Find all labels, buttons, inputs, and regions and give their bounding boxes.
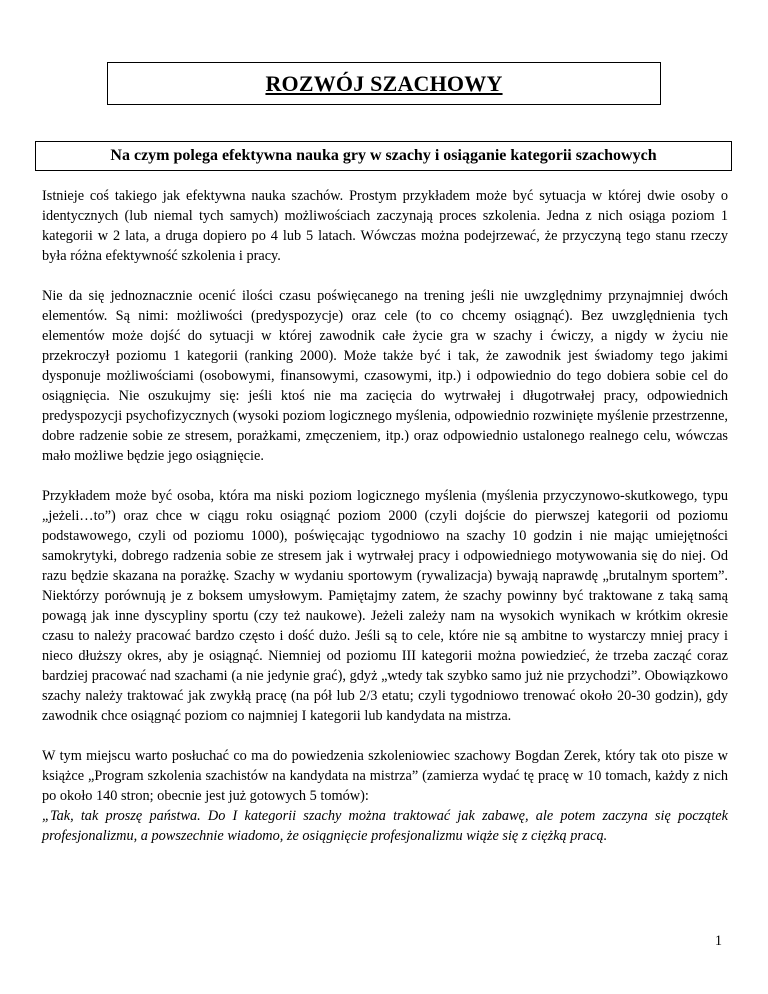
page-title: ROZWÓJ SZACHOWY: [265, 70, 503, 96]
paragraph-1: Istnieje coś takiego jak efektywna nauka szachów. Prostym przykładem może być sytuacja w której dwie osoby o identycznych (lub niemal tych samych) możliwościach zaczynają proces szkolenia. Jedna z nich osiąga poziom 1 kategorii w 2 lata, a druga dopiero po 4 lub 5 latach. Wówczas można podejrzewać, że przyczyną tego stanu rzeczy była różna efektywność szkolenia i pracy.: [42, 188, 728, 264]
title-box: [107, 62, 661, 105]
quote-paragraph: „Tak, tak proszę państwa. Do I kategorii szachy można traktować jak zabawę, ale potem zaczyna się początek profesjonalizmu, a powszechnie wiadomo, że osiągnięcie profesjonalizmu wiąże się z ciężką pracą.: [42, 808, 728, 844]
paragraph-3: Przykładem może być osoba, która ma niski poziom logicznego myślenia (myślenia przyczynowo-skutkowego, typu „jeżeli…to”) oraz chce w ciągu roku osiągnąć poziom 2000 (czyli dojście do pierwszej kategorii od poziomu podstawowego, czyli od poziomu 1000), poświęcając tygodniowo na szachy 10 godzin i nie mając umiejętności samokrytyki, dobrego radzenia sobie ze stresem jak i wytrwałej pracy i odpowiedniego motywowania się do niej. Od razu będzie skazana na porażkę. Szachy w wydaniu sportowym (rywalizacja) bywają naprawdę „brutalnym sportem”. Niektórzy porównują je z boksem umysłowym. Pamiętajmy zatem, że szachy powinny być traktowane z taką samą powagą jak inne dyscypliny sportu (czy też naukowe). Jeżeli zależy nam na wysokich wynikach w krótkim okresie czasu to należy pracować bardzo często i dość dużo. Jeśli są to cele, które nie są ambitne to wystarczy mniej pracy i nieco dłuższy okres, aby je osiągnąć. Niemniej od poziomu III kategorii można powiedzieć, że trzeba zacząć coraz bardziej pracować nad szachami (a nie jedynie grać), gdyż „wtedy tak szybko samo już nie przychodzi”. Obowiązkowo szachy należy traktować jak zwykłą pracę (na pół lub 2/3 etatu; czyli tygodniowo trenować około 20-30 godzin), gdy zawodnik chce osiągnąć poziom co najmniej I kategorii lub kandydata na mistrza.: [42, 488, 728, 724]
section-heading: Na czym polega efektywna nauka gry w szachy i osiąganie kategorii szachowych: [110, 147, 657, 164]
paragraph-2: Nie da się jednoznacznie ocenić ilości czasu poświęcanego na trening jeśli nie uwzględnimy przynajmniej dwóch elementów. Są nimi: możliwości (predyspozycje) oraz cele (to co chcemy osiągnąć). Bez uwzględnienia tych elementów może dojść do sytuacji w której zawodnik całe życie gra w szachy i ćwiczy, a nigdy w życiu nie przekroczył poziomu 1 kategorii (ranking 2000). Może także być i tak, że zawodnik jest świadomy tego jakimi dysponuje możliwościami (osobowymi, finansowymi, czasowymi, itp.) i odpowiednio do tego dobiera sobie cel do osiągnięcia. Nie oszukujmy się: jeśli ktoś nie ma zacięcia do wytrwałej i długotrwałej pracy, odpowiednich predyspozycji psychofizycznych (wysoki poziom logicznego myślenia, odpowiednio rozwinięte myślenie przestrzenne, dobre radzenie sobie ze stresem, porażkami, zmęczeniem, itp.) oraz odpowiednio ustalonego realnego celu, wówczas mało możliwe będzie jego osiągnięcie.: [42, 288, 728, 464]
page-number: 1: [714, 933, 722, 949]
body-text: [42, 186, 728, 846]
subtitle-box: [35, 141, 732, 171]
paragraph-quote-intro: W tym miejscu warto posłuchać co ma do powiedzenia szkoleniowiec szachowy Bogdan Zerek, który tak oto pisze w książce „Program szkolenia szachistów na kandydata na mistrza” (zamierza wydać tę pracę w 10 tomach, każdy z nich po około 140 stron; obecnie jest już gotowych 5 tomów):: [42, 748, 728, 804]
